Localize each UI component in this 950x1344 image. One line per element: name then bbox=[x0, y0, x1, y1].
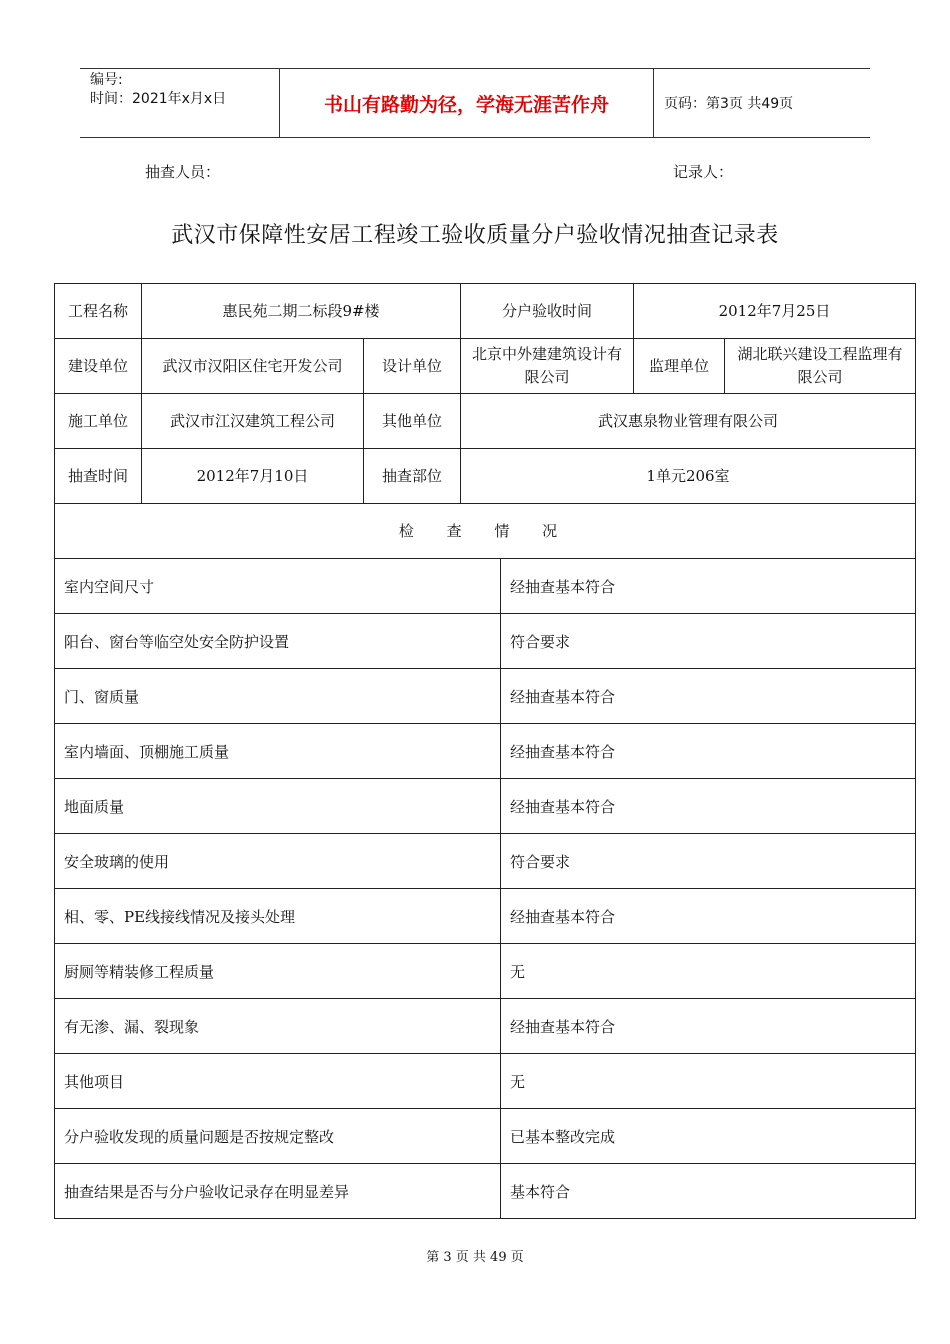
check-result: 无 bbox=[501, 944, 916, 999]
project-name-value: 惠民苑二期二标段9#楼 bbox=[142, 284, 461, 339]
check-item: 阳台、窗台等临空处安全防护设置 bbox=[55, 614, 501, 669]
checks-table bbox=[54, 558, 916, 1219]
check-item: 厨厕等精装修工程质量 bbox=[55, 944, 501, 999]
check-item: 门、窗质量 bbox=[55, 669, 501, 724]
check-result: 经抽查基本符合 bbox=[501, 724, 916, 779]
section-heading: 检 查 情 况 bbox=[55, 504, 916, 559]
check-result: 经抽查基本符合 bbox=[501, 779, 916, 834]
page-header bbox=[80, 68, 870, 138]
check-part-label: 抽查部位 bbox=[364, 449, 461, 504]
info-row-units bbox=[55, 339, 916, 394]
constructor-value: 武汉市江汉建筑工程公司 bbox=[142, 394, 364, 449]
designer-value: 北京中外建建筑设计有限公司 bbox=[461, 339, 634, 394]
builder-label: 建设单位 bbox=[55, 339, 142, 394]
check-row bbox=[55, 889, 916, 944]
number-label: 编号: bbox=[90, 72, 123, 88]
check-item: 室内空间尺寸 bbox=[55, 559, 501, 614]
check-row bbox=[55, 1109, 916, 1164]
check-row bbox=[55, 779, 916, 834]
header-page-info: 页码：第3页 共49页 bbox=[664, 96, 794, 112]
inspector-label: 抽查人员： bbox=[145, 163, 221, 181]
check-row bbox=[55, 1164, 916, 1219]
check-item: 抽查结果是否与分户验收记录存在明显差异 bbox=[55, 1164, 501, 1219]
check-row bbox=[55, 724, 916, 779]
check-row bbox=[55, 669, 916, 724]
page-footer: 第 3 页 共 49 页 bbox=[426, 1250, 524, 1265]
check-item: 相、零、PE线接线情况及接头处理 bbox=[55, 889, 501, 944]
check-row bbox=[55, 999, 916, 1054]
check-result: 经抽查基本符合 bbox=[501, 999, 916, 1054]
check-row bbox=[55, 834, 916, 889]
check-result: 符合要求 bbox=[501, 834, 916, 889]
check-row bbox=[55, 559, 916, 614]
other-unit-value: 武汉惠泉物业管理有限公司 bbox=[461, 394, 916, 449]
header-left-cell bbox=[80, 69, 280, 137]
check-item: 安全玻璃的使用 bbox=[55, 834, 501, 889]
info-row-project bbox=[55, 284, 916, 339]
check-result: 已基本整改完成 bbox=[501, 1109, 916, 1164]
designer-label: 设计单位 bbox=[364, 339, 461, 394]
acceptance-time-value: 2012年7月25日 bbox=[634, 284, 916, 339]
info-row-check bbox=[55, 449, 916, 504]
check-time-label: 抽查时间 bbox=[55, 449, 142, 504]
constructor-label: 施工单位 bbox=[55, 394, 142, 449]
check-item: 有无渗、漏、裂现象 bbox=[55, 999, 501, 1054]
check-result: 经抽查基本符合 bbox=[501, 669, 916, 724]
check-row bbox=[55, 1054, 916, 1109]
header-motto: 书山有路勤为径，学海无涯苦作舟 bbox=[280, 69, 654, 137]
check-result: 经抽查基本符合 bbox=[501, 889, 916, 944]
supervisor-label: 监理单位 bbox=[634, 339, 725, 394]
project-name-label: 工程名称 bbox=[55, 284, 142, 339]
other-unit-label: 其他单位 bbox=[364, 394, 461, 449]
time-label: 时间：2021年x月x日 bbox=[90, 91, 227, 107]
builder-value: 武汉市汉阳区住宅开发公司 bbox=[142, 339, 364, 394]
check-part-value: 1单元206室 bbox=[461, 449, 916, 504]
document-title: 武汉市保障性安居工程竣工验收质量分户验收情况抽查记录表 bbox=[171, 223, 779, 248]
check-item: 地面质量 bbox=[55, 779, 501, 834]
check-row bbox=[55, 944, 916, 999]
check-result: 无 bbox=[501, 1054, 916, 1109]
info-row-constructor bbox=[55, 394, 916, 449]
check-result: 经抽查基本符合 bbox=[501, 559, 916, 614]
check-item: 室内墙面、顶棚施工质量 bbox=[55, 724, 501, 779]
check-result: 基本符合 bbox=[501, 1164, 916, 1219]
acceptance-time-label: 分户验收时间 bbox=[461, 284, 634, 339]
check-result: 符合要求 bbox=[501, 614, 916, 669]
recorder-label: 记录人： bbox=[673, 163, 734, 181]
info-row-heading bbox=[55, 504, 916, 559]
info-table bbox=[54, 283, 916, 559]
supervisor-value: 湖北联兴建设工程监理有限公司 bbox=[725, 339, 916, 394]
check-item: 其他项目 bbox=[55, 1054, 501, 1109]
check-row bbox=[55, 614, 916, 669]
check-time-value: 2012年7月10日 bbox=[142, 449, 364, 504]
check-item: 分户验收发现的质量问题是否按规定整改 bbox=[55, 1109, 501, 1164]
checks-body bbox=[55, 559, 916, 1219]
